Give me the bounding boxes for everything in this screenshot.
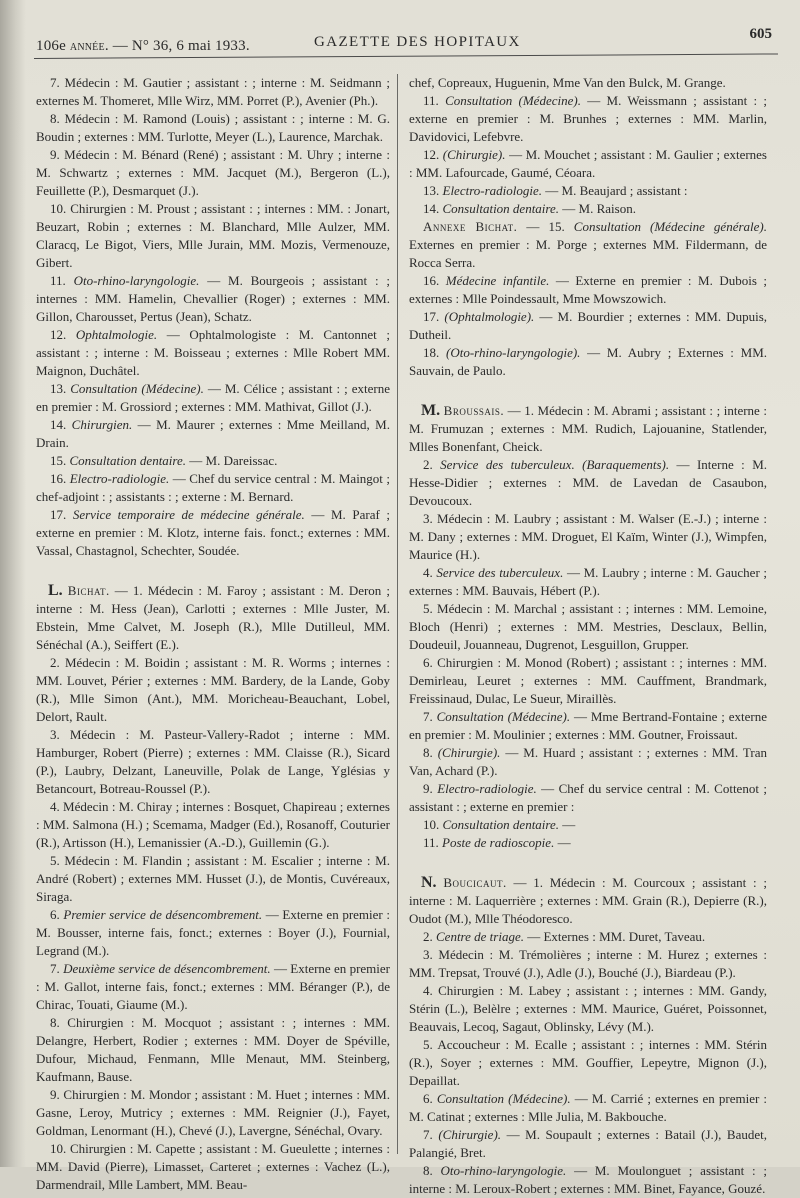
service-title: Premier service de désencombrement. — [63, 907, 263, 922]
entry-number: 2. — [423, 929, 436, 944]
entry-number: 12. — [50, 327, 76, 342]
hospital-name: Broussais. — [443, 403, 505, 418]
issue-info — [36, 38, 250, 55]
entry-number: 16. — [50, 471, 70, 486]
service-title: Oto-rhino-laryngologie. — [440, 1163, 567, 1178]
service-entry — [36, 272, 390, 326]
entry-text: — M. Huard ; assistant : ; externes : MM. Tran Van, Achard (P.). — [409, 745, 767, 778]
entry-text: 2. Médecin : M. Boidin ; assistant : M. R. Worms ; internes : MM. Louvet, Périer ; externes : MM. Bardery, de la Lande, Goby (R.), Mlle Simon (Ant.), MM. Moricheau-Beauchant, Lobel, Delort, Rault. — [36, 655, 390, 724]
service-title: Consultation (Médecine). — [436, 709, 571, 724]
service-title: Consultation dentaire. — [69, 453, 187, 468]
entry-text: — Mme Bertrand-Fontaine ; externe en premier : M. Moulinier ; externes : MM. Goutner, Froissaut. — [409, 709, 768, 742]
service-entry — [36, 200, 390, 272]
service-title: Service des tuberculeux. — [436, 565, 564, 580]
entry-text: — M. Aubry ; Externes : MM. Sauvain, de Paulo. — [409, 345, 768, 378]
entry-text: 10. Chirurgien : M. Capette ; assistant : M. Gueulette ; internes : MM. David (Pierre), Limasset, Carteret ; externes : Vachez (L.), Darmendrail, Mlle Lambert, MM. Beau- — [36, 1141, 390, 1192]
service-title: Médecine infantile. — [445, 273, 550, 288]
service-title: Consultation (Médecine). — [436, 1091, 571, 1106]
service-entry — [409, 928, 767, 946]
service-entry — [409, 200, 767, 218]
service-entry — [36, 416, 390, 452]
service-entry — [409, 1036, 767, 1090]
service-title: Electro-radiologie. — [442, 183, 543, 198]
entry-text: — M. Carrié ; externes en premier : M. Catinat ; externes : Mlle Julia, M. Bakbouche. — [409, 1091, 768, 1124]
entry-text: — Externes : MM. Duret, Taveau. — [523, 929, 706, 944]
service-entry — [36, 146, 390, 200]
service-title: Centre de triage. — [436, 929, 524, 944]
entry-text: — M. Dareissac. — [186, 453, 278, 468]
service-entry — [36, 852, 390, 906]
service-title: Consultation dentaire. — [442, 817, 560, 832]
entry-number: 10. — [423, 817, 443, 832]
entry-number: 9. — [423, 781, 438, 796]
service-entry — [409, 344, 767, 380]
service-title: Electro-radiologie. — [437, 781, 537, 796]
service-entry — [36, 74, 390, 110]
service-title: Deuxième service de désencombrement. — [63, 961, 271, 976]
hospital-section-paragraph — [409, 402, 767, 456]
service-entry — [409, 744, 767, 780]
service-title: Consultation (Médecine générale). — [573, 219, 767, 234]
service-entry — [409, 780, 767, 816]
entry-text: 4. Médecin : M. Chiray ; internes : Bosquet, Chapireau ; externes : MM. Salmona (H.) ; Scemama, Madger (Ed.), Rosanoff, Couturier (R.), Artisson (H.), Lemanissier (A.-D.), Guillemin (G.). — [36, 799, 390, 850]
entry-number: 6. — [423, 1091, 437, 1106]
service-entry — [409, 816, 767, 834]
page-header — [36, 26, 780, 56]
entry-text: — Externe en premier : M. Gallot, interne fais, fonct.; externes : MM. Béranger (P.), de Chirac, Touati, Giaume (M.). — [36, 961, 390, 1012]
service-entry — [409, 74, 767, 92]
entry-number: 13. — [50, 381, 71, 396]
entry-number: 15. — [50, 453, 70, 468]
entry-text: — M. Bourdier ; externes : MM. Dupuis, Dutheil. — [409, 309, 767, 342]
entry-number: 7. — [423, 1127, 439, 1142]
entry-number: 13. — [423, 183, 443, 198]
service-title: Chirurgien. — [71, 417, 133, 432]
service-entry — [36, 380, 390, 416]
entry-text: — M. Célice ; assistant : ; externe en premier : M. Grossiord ; externes : MM. Mathivat, Gillot (J.). — [36, 381, 390, 414]
journal-title: GAZETTE DES HOPITAUX — [314, 34, 521, 50]
service-title: Consultation dentaire. — [442, 201, 560, 216]
entry-text: 3. Médecin : M. Trémolières ; interne : M. Hurez ; externes : MM. Trepsat, Trouvé (J.), Adle (J.), Bouché (J.), Biardeau (P.). — [409, 947, 767, 980]
entry-number: 2. — [423, 457, 441, 472]
entry-text: 4. Chirurgien : M. Labey ; assistant : ; internes : MM. Gandy, Stérin (L.), Belèlre ; externes : MM. Maurice, Guéret, Poissonnet, Beauvais, Lecoq, Sagaut, Oblinsky, Lévy (M.). — [409, 983, 767, 1034]
entry-number: 7. — [50, 961, 64, 976]
service-entry — [36, 726, 390, 798]
entry-text: 10. Chirurgien : M. Proust ; assistant : ; internes : MM. : Jonart, Beuzart, Robin ; externes : M. Blanchard, Mlle Aulzer, MM. Claracq, Le Bigot, Viers, Mlle Jurain, MM. Mozis, Vermenouze, Gibert. — [36, 201, 390, 270]
service-title: Consultation (Médecine). — [445, 93, 581, 108]
section-letter: N. — [421, 874, 437, 891]
service-entry — [409, 456, 767, 510]
entry-text: — 1. Médecin : M. Faroy ; assistant : M. Deron ; interne : M. Hess (Jean), Carlotti ; externes : Mlle Juster, M. Ebstein, Mme Calvet, M. Joseph (R.), Mlle Dutilleul, MM. Sénéchal (A.), Seiffert (E.). — [36, 583, 391, 652]
service-entry — [36, 1086, 390, 1140]
section-letter: L. — [48, 582, 63, 599]
service-entry — [36, 960, 390, 1014]
entry-number: 16. — [423, 273, 446, 288]
service-entry — [36, 906, 390, 960]
service-entry — [409, 708, 767, 744]
entry-text: — 1. Médecin : M. Courcoux ; assistant : ; interne : M. Laquerrière ; externes : MM. Grain (R.), Depierre (R.), Oudot (M.), Mlle Théodoresco. — [409, 875, 768, 926]
service-entry — [409, 834, 767, 852]
entry-text: — M. Raison. — [559, 201, 636, 216]
page-number: 605 — [749, 26, 772, 42]
service-title: (Oto-rhino-laryngologie). — [446, 345, 581, 360]
service-entry — [409, 564, 767, 600]
year-word: ANNÉE — [69, 42, 105, 53]
entry-text: — M. Mouchet ; assistant : M. Gaulier ; externes : MM. Lafourcade, Gaumé, Céoara. — [409, 147, 767, 180]
entry-text: 3. Médecin : M. Pasteur-Vallery-Radot ; interne : MM. Hamburger, Robert (Pierre) ; externes : MM. Claisse (R.), Sicard (P.), Laubry, Delzant, Laneuville, Polak de Lange, Yglésias y Betancourt, Botreau-Roussel (P.). — [36, 727, 390, 796]
service-title: Electro-radiologie. — [69, 471, 170, 486]
hospital-name: Bichat. — [67, 583, 110, 598]
entry-text: 5. Médecin : M. Marchal ; assistant : ; internes : MM. Lemoine, Bloch (Henri) ; externes : MM. Mestries, Desclaux, Bellin, Doudeuil, Jouanneau, Dugrenot, Lesguillon, Grupper. — [409, 601, 767, 652]
service-entry — [409, 272, 767, 308]
entry-number: 17. — [50, 507, 73, 522]
entry-text: — M. Maurer ; externes : Mme Meilland, M. Drain. — [36, 417, 390, 450]
section-letter: M. — [421, 402, 441, 419]
service-title: (Ophtalmologie). — [444, 309, 535, 324]
entry-number: 14. — [50, 417, 72, 432]
entry-text: — — [554, 835, 571, 850]
service-title: (Chirurgie). — [442, 147, 506, 162]
left-column — [36, 74, 390, 1194]
year-label: 106e — [36, 38, 70, 54]
service-entry — [36, 654, 390, 726]
entry-text: 5. Accoucheur : M. Ecalle ; assistant : ; internes : MM. Stérin (R.), Soyer ; externes : MM. Gouffier, Lepeytre, Mignon (J.), Depaillat. — [409, 1037, 767, 1088]
entry-text: 8. Médecin : M. Ramond (Louis) ; assistant : ; interne : M. G. Boudin ; externes : MM. Turlotte, Meyer (L.), Laurence, Marchak. — [36, 111, 390, 144]
entry-text: — M. Paraf ; externe en premier : M. Klotz, interne fais. fonct.; externes : MM. Vassal, Chastagnol, Schechter, Soudée. — [36, 507, 391, 558]
entry-number: 12. — [423, 147, 443, 162]
service-entry — [409, 146, 767, 182]
entry-number: 17. — [423, 309, 445, 324]
service-title: Service des tuberculeux. (Baraquements). — [440, 457, 670, 472]
service-entry — [409, 218, 767, 272]
entry-number: 7. — [423, 709, 437, 724]
service-entry — [36, 1140, 390, 1194]
service-entry — [409, 600, 767, 654]
entry-number: 6. — [50, 907, 64, 922]
entry-text: — M. Beaujard ; assistant : — [542, 183, 688, 198]
entry-text: — Chef du service central : M. Cottenot ; assistant : ; externe en premier : — [409, 781, 767, 814]
service-title: Oto-rhino-laryngologie. — [73, 273, 200, 288]
page-edge-shadow — [0, 0, 26, 1167]
entry-number: 11. — [423, 93, 446, 108]
entry-text: 3. Médecin : M. Laubry ; assistant : M. Walser (E.-J.) ; interne : M. Dany ; externes : MM. Droguet, El Kaïm, Winter (J.), Wimpfen, Maurice (H.). — [409, 511, 767, 562]
entry-text: 9. Médecin : M. Bénard (René) ; assistant : M. Uhry ; interne : M. Schwartz ; externes : MM. Jacquet (M.), Bergeron (L.), Feuillette (P.), Desmarquet (J.). — [36, 147, 390, 198]
service-entry — [36, 470, 390, 506]
service-entry — [36, 1014, 390, 1086]
service-entry — [36, 452, 390, 470]
column-divider — [397, 74, 398, 1154]
service-title: Service temporaire de médecine générale. — [72, 507, 305, 522]
issue-number-date: . — N° 36, 6 mai 1933. — [104, 38, 250, 54]
hospital-section-paragraph — [36, 582, 390, 654]
service-entry — [36, 110, 390, 146]
entry-text: chef, Copreaux, Huguenin, Mme Van den Bulck, M. Grange. — [409, 75, 726, 90]
entry-text: — 15. — [517, 219, 574, 234]
entry-number: 14. — [423, 201, 443, 216]
service-entry — [409, 1126, 767, 1162]
service-entry — [409, 1090, 767, 1126]
hospital-name: Annexe Bichat. — [423, 219, 518, 234]
entry-text: — 1. Médecin : M. Abrami ; assistant : ; interne : M. Frumuzan ; externes : MM. Rudich, Lajouanine, Statlender, Mlles Bonenfant, Cheick. — [409, 403, 767, 454]
service-entry — [409, 510, 767, 564]
service-title: (Chirurgie). — [437, 745, 501, 760]
service-entry — [409, 982, 767, 1036]
entry-text: — Interne : M. Hesse-Didier ; externes : MM. de Lavedan de Casaubon, Devoucoux. — [409, 457, 768, 508]
entry-text: 6. Chirurgien : M. Monod (Robert) ; assistant : ; internes : MM. Demirleau, Leuret ; externes : MM. Cauffment, Brandmark, Freissinaud, Dulac, Le Sueur, Miraillès. — [409, 655, 767, 706]
service-entry — [409, 308, 767, 344]
service-entry — [409, 946, 767, 982]
entry-text: — Externe en premier : M. Dubois ; externes : Mlle Poindessault, Mme Mowszowich. — [409, 273, 767, 306]
hospital-name: Boucicaut. — [443, 875, 507, 890]
entry-text: — M. Weissmann ; assistant : ; externe en premier : M. Brunhes ; externes : MM. Marlin, Davidovici, Lefebvre. — [409, 93, 767, 144]
entry-text: 7. Médecin : M. Gautier ; assistant : ; interne : M. Seidmann ; externes M. Thomeret, Mlle Wirz, MM. Porret (P.), Avenier (Ph.). — [36, 75, 390, 108]
entry-number: 18. — [423, 345, 446, 360]
entry-text: 5. Médecin : M. Flandin ; assistant : M. Escalier ; interne : M. André (Robert) ; externes MM. Husset (J.), de Montis, Cuvéreaux, Siraga. — [36, 853, 390, 904]
entry-number: 4. — [423, 565, 437, 580]
service-title: Consultation (Médecine). — [70, 381, 204, 396]
right-column — [409, 74, 767, 1198]
entry-text: 9. Chirurgien : M. Mondor ; assistant : M. Huet ; internes : MM. Gasne, Leroy, Mutricy ; externes : MM. Reignier (J.), Fayet, Goldman, Lenormant (H.), Chevé (J.), Lavergne, Sénéchal, Ovary. — [36, 1087, 390, 1138]
service-entry — [36, 798, 390, 852]
service-entry — [409, 654, 767, 708]
service-title: (Chirurgie). — [438, 1127, 502, 1142]
entry-text: — Externe en premier : M. Bousser, interne fais, fonct.; externes : Boyer (J.), Fournial, Legrand (M.). — [36, 907, 390, 958]
service-entry — [36, 326, 390, 380]
entry-text: — M. Bourgeois ; assistant : ; internes : MM. Hamelin, Chevallier (Roger) ; externes : MM. Gillon, Charousset, Pertus (Jean), Schatz. — [36, 273, 390, 324]
service-entry — [409, 182, 767, 200]
entry-text: — M. Soupault ; externes : Batail (J.), Baudet, Palangié, Bret. — [409, 1127, 767, 1160]
entry-text: — Ophtalmologiste : M. Cantonnet ; assistant : ; interne : M. Boisseau ; externes : Mlle Robert MM. Maignon, Duchâtel. — [36, 327, 390, 378]
entry-text: — M. Laubry ; interne : M. Gaucher ; externes : MM. Bauvais, Hébert (P.). — [409, 565, 767, 598]
service-entry — [36, 506, 390, 560]
entry-number: 11. — [50, 273, 74, 288]
entry-text: — Chef du service central : M. Maingot ; chef-adjoint : ; assistants : ; externe : M. Bernard. — [36, 471, 390, 504]
entry-number: 8. — [423, 1163, 441, 1178]
entry-text: — — [559, 817, 576, 832]
service-title: Ophtalmologie. — [75, 327, 158, 342]
entry-number: 11. — [423, 835, 443, 850]
entry-number: 8. — [423, 745, 438, 760]
entry-text: — M. Moulonguet ; assistant : ; interne : M. Leroux-Robert ; externes : MM. Binet, Fayance, Gouzé. — [409, 1163, 768, 1196]
service-title: Poste de radioscopie. — [442, 835, 555, 850]
entry-text: 8. Chirurgien : M. Mocquot ; assistant : ; internes : MM. Delangre, Herbert, Rodier ; externes : MM. Doyer de Spéville, Dufour, Michaud, Fenmann, Mlle Menaut, MM. Steinberg, Kaufmann, Bause. — [36, 1015, 390, 1084]
service-entry — [409, 1162, 767, 1198]
entry-text: Externes en premier : M. Porge ; externes MM. Fildermann, de Rocca Serra. — [409, 237, 767, 270]
hospital-section-paragraph — [409, 874, 767, 928]
service-entry — [409, 92, 767, 146]
